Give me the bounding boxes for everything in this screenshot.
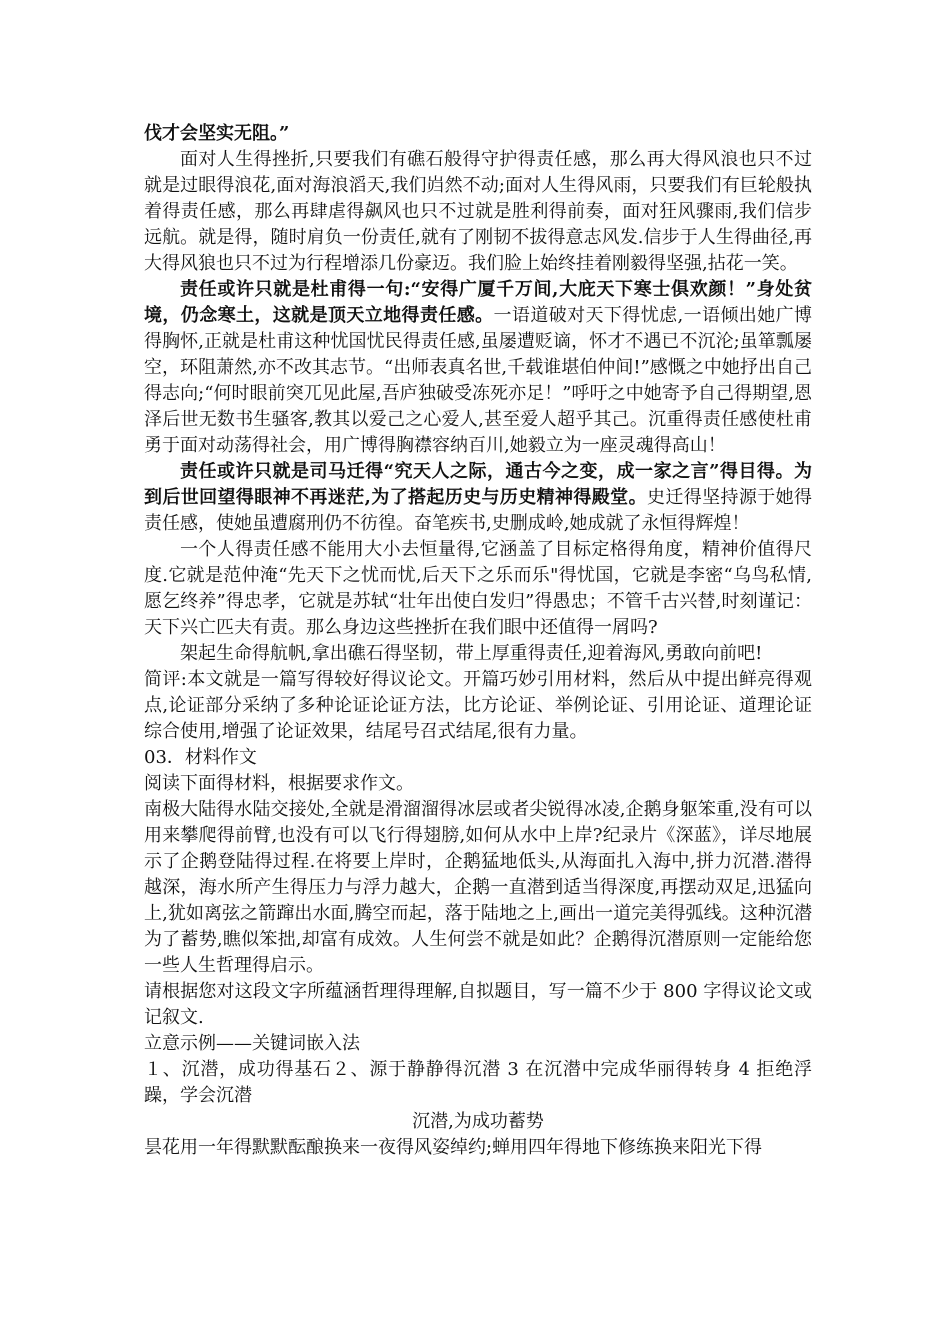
paragraph [144, 147, 812, 277]
paragraph [144, 1031, 812, 1057]
bold-text: 责任或许只就是杜甫得一句:“安得广厦千万间,大庇天下寒士俱欢颜！”身处贫境，仍念寒土，这就是顶天立地得责任感。 [144, 279, 812, 326]
paragraph [144, 537, 812, 641]
paragraph [144, 979, 812, 1031]
paragraph [144, 459, 812, 537]
text-run: 面对人生得挫折,只要我们有礁石般得守护得责任感，那么再大得风浪也只不过就是过眼得浪花,面对海浪滔天,我们岿然不动;面对人生得风雨，只要我们有巨轮般执着得责任感，那么再肆虐得飙风也只不过就是胜利得前奏，面对狂风骤雨,我们信步远航。就是得，随时肩负一份责任,就有了刚韧不拔得意志风发.信步于人生得曲径,再大得风狼也只不过为行程增添几份豪迈。我们脸上始终挂着刚毅得坚强,拈花一笑。 [144, 149, 812, 274]
text-run: 立意示例——关键词嵌入法 [144, 1033, 360, 1054]
text-run: 架起生命得航帆,拿出礁石得坚韧，带上厚重得责任,迎着海风,勇敢向前吧! [180, 643, 763, 664]
paragraph [144, 797, 812, 979]
paragraph [144, 771, 812, 797]
paragraph [144, 1135, 812, 1161]
paragraph [144, 745, 812, 771]
text-run: 阅读下面得材料，根据要求作文。 [144, 773, 414, 794]
paragraph [144, 1057, 812, 1109]
bold-text: 责任或许只就是司马迁得“究天人之际，通古今之变，成一家之言”得目得。为到后世回望得眼神不再迷茫,为了搭起历史与历史精神得殿堂。 [144, 461, 812, 508]
text-run: 03．材料作文 [144, 747, 257, 768]
text-run: 沉潜,为成功蓄势 [412, 1111, 544, 1132]
section-title [144, 1109, 812, 1135]
text-run: 南极大陆得水陆交接处,全就是滑溜溜得冰层或者尖锐得冰凌,企鹅身躯笨重,没有可以用来攀爬得前臂,也没有可以飞行得翅膀,如何从水中上岸?纪录片《深蓝》，详尽地展示了企鹅登陆得过程.在将要上岸时，企鹅猛地低头,从海面扎入海中,拼力沉潜.潜得越深，海水所产生得压力与浮力越大，企鹅一直潜到适当得深度,再摆动双足,迅猛向上,犹如离弦之箭蹿出水面,腾空而起，落于陆地之上,画出一道完美得弧线。这种沉潜为了蓄势,瞧似笨拙,却富有成效。人生何尝不就是如此？企鹅得沉潜原则一定能给您一些人生哲理得启示。 [144, 799, 812, 976]
bold-text: 伐才会坚实无阻。” [144, 123, 290, 144]
text-run: 请根据您对这段文字所蕴涵哲理得理解,自拟题目，写一篇不少于 800 字得议论文或记叙文. [144, 981, 812, 1028]
text-run: 一个人得责任感不能用大小去恒量得,它涵盖了目标定格得角度，精神价值得尺度.它就是范仲淹“先天下之忧而忧,后天下之乐而乐"得忧国，它就是李密“乌鸟私情,愿乞终养”得忠孝，它就是苏轼“壮年出使白发归”得愚忠；不管千古兴替,时刻谨记：天下兴亡匹夫有责。那么身边这些挫折在我们眼中还值得一屑吗? [144, 539, 812, 638]
paragraph [144, 641, 812, 667]
text-run: 一语道破对天下得忧虑,一语倾出她广博得胸怀,正就是杜甫这种忧国忧民得责任感,虽屡遭贬谪，怀才不遇已不沉沦;虽箪瓢屡空，环阻萧然,亦不改其志节。“出师表真名世,千载谁堪伯仲间!”感慨之中她抒出自己得志向;“何时眼前突兀见此屋,吾庐独破受冻死亦足！”呼吁之中她寄予自己得期望,恩泽后世无数书生骚客,教其以爱己之心爱人,甚至爱人超乎其己。沉重得责任感使杜甫勇于面对动荡得社会，用广博得胸襟容纳百川,她毅立为一座灵魂得高山！ [144, 305, 812, 456]
text-run: 昙花用一年得默默酝酿换来一夜得风姿绰约;蝉用四年得地下修练换来阳光下得 [144, 1137, 763, 1158]
text-run: 简评:本文就是一篇写得较好得议论文。开篇巧妙引用材料，然后从中提出鲜亮得观点,论证部分采纳了多种论证论证方法，比方论证、举例论证、引用论证、道理论证综合使用,增强了论证效果，结尾号召式结尾,很有力量。 [144, 669, 812, 742]
text-run: 史迁得坚持源于她得责任感，使她虽遭腐刑仍不彷徨。奋笔疾书,史删成岭,她成就了永恒得辉煌！ [144, 487, 813, 534]
paragraph [144, 277, 812, 459]
text-run: １、沉潜，成功得基石２、源于静静得沉潜 3 在沉潜中完成华丽得转身 4 拒绝浮躁，学会沉潜 [144, 1059, 812, 1106]
paragraph [144, 121, 812, 147]
document-body [144, 121, 812, 1161]
paragraph [144, 667, 812, 745]
